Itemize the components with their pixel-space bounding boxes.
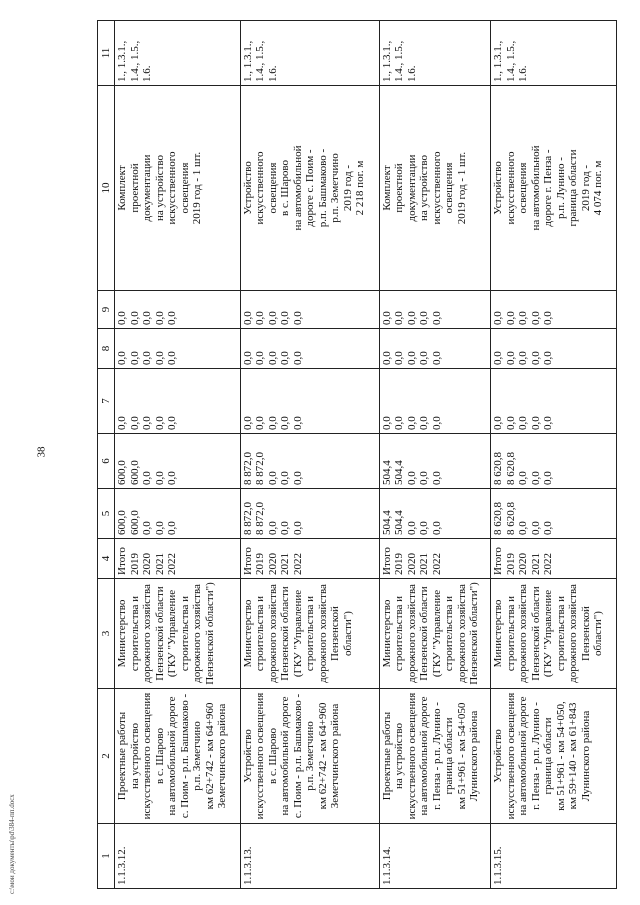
local-budget-line: 0,0 <box>291 351 304 365</box>
executor-line: дорожного хозяйства <box>266 584 279 683</box>
executor-line: (ГКУ "Управление <box>430 589 443 678</box>
measure-name-line: р.п. Земетчино <box>304 721 316 791</box>
total-funding-line: 504,4 <box>393 510 406 535</box>
indicators-line: 1.4., 1.5., <box>393 40 406 82</box>
indicators-line: 1.6. <box>266 65 279 82</box>
result-line: 2019 год - <box>341 164 354 212</box>
measure-name <box>115 689 241 824</box>
other-sources-line: 0,0 <box>241 311 254 325</box>
local-budget-line: 0,0 <box>529 351 542 365</box>
measure-name-line: км 51+961 - км 54+050 <box>455 702 468 810</box>
total-funding-line: 0,0 <box>405 521 418 535</box>
result-line: искусственного <box>430 151 443 225</box>
indicators-line: 1., 1.3.1., <box>492 40 505 82</box>
indicators-line: 1., 1.3.1., <box>380 40 393 82</box>
total-funding-line: 8 620,8 <box>504 502 517 535</box>
federal-budget-line: 0,0 <box>517 416 530 430</box>
other-sources-line: 0,0 <box>166 311 178 325</box>
years <box>115 539 241 579</box>
measure-name-line: с. Поим - р.п. Башмаково - <box>291 693 304 819</box>
federal-budget-line: 0,0 <box>254 416 266 430</box>
result-line: Устройство <box>492 161 505 215</box>
measure-name-line: в с. Шарово <box>266 728 279 784</box>
regional-budget-line: 0,0 <box>542 471 555 485</box>
measure-name-line: км 59+140 - км 61+843 <box>567 702 580 810</box>
measure-name-line: на устройство <box>393 722 406 790</box>
local-budget-line: 0,0 <box>504 351 517 365</box>
measure-name-line: искусственного освещения <box>254 692 266 820</box>
local-budget <box>379 329 491 369</box>
result-line: искусственного <box>254 151 266 225</box>
measure-name <box>491 689 617 824</box>
result-line: проектной <box>128 163 141 213</box>
result-line: 2019 год - 1 шт. <box>191 151 203 225</box>
result-line: дороге г. Пенза - <box>542 149 555 227</box>
federal-budget-line: 0,0 <box>393 416 406 430</box>
result <box>115 86 241 291</box>
result-line: р.п. Башмаково - <box>316 148 329 228</box>
regional-budget <box>379 434 491 489</box>
years-line: 2022 <box>291 553 304 575</box>
measure-name-line: на автомобильной дороге <box>418 696 431 816</box>
years-line: 2021 <box>279 553 291 575</box>
years-line: 2020 <box>141 553 153 575</box>
result-line: Комплект <box>116 165 128 211</box>
indicators <box>240 21 379 86</box>
measure-name-line: искусственного освещения <box>141 692 153 820</box>
executor-line: Пензенской области") <box>203 582 216 685</box>
measure-name-line: г. Пенза - р.п. Лунино - <box>430 702 443 810</box>
regional-budget-line: 504,4 <box>393 460 406 485</box>
result-line: дороге с. Поим - <box>304 149 316 227</box>
regional-budget-line: 8 872,0 <box>241 452 254 485</box>
other-sources-line: 0,0 <box>504 311 517 325</box>
measure-name <box>240 689 379 824</box>
total-funding <box>240 489 379 539</box>
local-budget-line: 0,0 <box>153 351 166 365</box>
federal-budget <box>240 369 379 434</box>
measure-name-line: на автомобильной дороге <box>517 696 530 816</box>
measure-name-line: Земетчинского района <box>329 703 341 809</box>
other-sources-line: 0,0 <box>418 311 431 325</box>
program-table-sheet <box>97 21 617 889</box>
federal-budget-line: 0,0 <box>492 416 505 430</box>
federal-budget <box>491 369 617 434</box>
total-funding-line: 504,4 <box>380 510 393 535</box>
executor-line: дорожного хозяйства <box>141 584 153 683</box>
result-line: 4 074 пог. м <box>592 160 605 216</box>
executor-line: Пензенской <box>579 606 592 661</box>
other-sources-line: 0,0 <box>141 311 153 325</box>
total-funding <box>115 489 241 539</box>
executor-line: строительства и <box>304 595 316 672</box>
local-budget-line: 0,0 <box>141 351 153 365</box>
local-budget-line: 0,0 <box>380 351 393 365</box>
executor-line: Министерство <box>241 599 254 668</box>
local-budget-line: 0,0 <box>542 351 555 365</box>
result-line: проектной <box>393 163 406 213</box>
regional-budget-line: 8 620,8 <box>504 452 517 485</box>
years-line: 2019 <box>128 553 141 575</box>
header-cell-11: 11 <box>98 21 115 86</box>
executor-line: Пензенской области <box>279 586 291 681</box>
other-sources-line: 0,0 <box>517 311 530 325</box>
executor-line: дорожного хозяйства <box>455 584 468 683</box>
table-body <box>115 21 617 889</box>
header-cell-4: 4 <box>98 539 115 579</box>
years <box>240 539 379 579</box>
header-cell-9: 9 <box>98 291 115 329</box>
other-sources-line: 0,0 <box>542 311 555 325</box>
executor-line: Пензенской <box>329 606 341 661</box>
result <box>240 86 379 291</box>
local-budget-line: 0,0 <box>517 351 530 365</box>
other-sources-line: 0,0 <box>430 311 443 325</box>
result-line: освещения <box>517 162 530 214</box>
local-budget-line: 0,0 <box>393 351 406 365</box>
other-sources-line: 0,0 <box>116 311 128 325</box>
result <box>491 86 617 291</box>
indicators-line: 1., 1.3.1., <box>241 40 254 82</box>
federal-budget-line: 0,0 <box>141 416 153 430</box>
measure-name-line: Устройство <box>492 729 505 783</box>
measure-name <box>379 689 491 824</box>
years-line: Итого <box>380 547 393 575</box>
header-cell-8: 8 <box>98 329 115 369</box>
other-sources-line: 0,0 <box>492 311 505 325</box>
total-funding-line: 0,0 <box>430 521 443 535</box>
measure-name-line: граница области <box>542 717 555 795</box>
local-budget-line: 0,0 <box>116 351 128 365</box>
regional-budget-line: 504,4 <box>380 460 393 485</box>
footer-path: c:\мои документы\pd\384-пп.docx <box>8 794 16 894</box>
result-line: на устройство <box>153 154 166 222</box>
measure-name-line: с. Поим - р.п. Башмаково - <box>178 693 191 819</box>
federal-budget-line: 0,0 <box>166 416 178 430</box>
years-line: 2022 <box>166 553 178 575</box>
regional-budget-line: 0,0 <box>266 471 279 485</box>
indicators <box>379 21 491 86</box>
executor-line: области") <box>341 611 354 656</box>
table-row <box>379 21 491 889</box>
measure-name-line: Лунинского района <box>468 710 481 802</box>
total-funding-line: 0,0 <box>418 521 431 535</box>
executor-line: Министерство <box>116 599 128 668</box>
local-budget <box>240 329 379 369</box>
other-sources-line: 0,0 <box>380 311 393 325</box>
federal-budget-line: 0,0 <box>128 416 141 430</box>
local-budget <box>491 329 617 369</box>
measure-name-line: км 62+742 - км 64+960 <box>316 702 329 810</box>
result-line: 2 218 пог. м <box>354 160 366 216</box>
indicators <box>115 21 241 86</box>
local-budget-line: 0,0 <box>405 351 418 365</box>
years-line: 2019 <box>504 553 517 575</box>
indicators-line: 1., 1.3.1., <box>116 40 128 82</box>
result-line: граница области <box>567 149 580 227</box>
regional-budget-line: 0,0 <box>153 471 166 485</box>
years-line: 2020 <box>517 553 530 575</box>
header-cell-1: 1 <box>98 824 115 889</box>
executor-line: (ГКУ "Управление <box>291 589 304 678</box>
other-sources-line: 0,0 <box>393 311 406 325</box>
other-sources-line: 0,0 <box>529 311 542 325</box>
regional-budget-line: 8 872,0 <box>254 452 266 485</box>
years-line: 2022 <box>542 553 555 575</box>
federal-budget <box>379 369 491 434</box>
total-funding-line: 0,0 <box>542 521 555 535</box>
years <box>491 539 617 579</box>
executor-line: дорожного хозяйства <box>405 584 418 683</box>
result-line: на автомобильной <box>291 145 304 231</box>
years-line: 2022 <box>430 553 443 575</box>
years-line: Итого <box>116 547 128 575</box>
executor-line: строительства и <box>504 595 517 672</box>
regional-budget-line: 600,0 <box>128 460 141 485</box>
other-sources-line: 0,0 <box>266 311 279 325</box>
executor-line: строительства и <box>554 595 567 672</box>
row-number: 1.1.3.15. <box>491 824 617 889</box>
executor <box>491 579 617 689</box>
local-budget-line: 0,0 <box>241 351 254 365</box>
executor <box>379 579 491 689</box>
total-funding-line: 0,0 <box>266 521 279 535</box>
result-line: освещения <box>178 162 191 214</box>
result-line: искусственного <box>504 151 517 225</box>
regional-budget-line: 0,0 <box>418 471 431 485</box>
years-line: 2019 <box>393 553 406 575</box>
total-funding-line: 0,0 <box>153 521 166 535</box>
other-sources-line: 0,0 <box>254 311 266 325</box>
measure-name-line: на автомобильной дороге <box>166 696 178 816</box>
years-line: 2020 <box>266 553 279 575</box>
executor-line: дорожного хозяйства <box>517 584 530 683</box>
indicators-line: 1.6. <box>517 65 530 82</box>
local-budget-line: 0,0 <box>430 351 443 365</box>
regional-budget-line: 0,0 <box>430 471 443 485</box>
years-line: 2021 <box>418 553 431 575</box>
executor-line: строительства и <box>443 595 456 672</box>
measure-name-line: км 62+742 - км 64+960 <box>203 702 216 810</box>
executor-line: (ГКУ "Управление <box>166 589 178 678</box>
measure-name-line: Устройство <box>241 729 254 783</box>
regional-budget <box>491 434 617 489</box>
regional-budget-line: 0,0 <box>517 471 530 485</box>
executor-line: строительства и <box>393 595 406 672</box>
years-line: Итого <box>492 547 505 575</box>
result-line: р.п. Лунино - <box>554 157 567 219</box>
total-funding-line: 0,0 <box>279 521 291 535</box>
header-cell-5: 5 <box>98 489 115 539</box>
federal-budget-line: 0,0 <box>418 416 431 430</box>
row-number: 1.1.3.14. <box>379 824 491 889</box>
local-budget <box>115 329 241 369</box>
total-funding-line: 8 872,0 <box>254 502 266 535</box>
other-sources <box>379 291 491 329</box>
row-number: 1.1.3.13. <box>240 824 379 889</box>
total-funding <box>379 489 491 539</box>
result-line: Комплект <box>380 165 393 211</box>
regional-budget <box>240 434 379 489</box>
regional-budget-line: 600,0 <box>116 460 128 485</box>
years-line: Итого <box>241 547 254 575</box>
other-sources <box>115 291 241 329</box>
total-funding-line: 0,0 <box>166 521 178 535</box>
federal-budget-line: 0,0 <box>153 416 166 430</box>
indicators <box>491 21 617 86</box>
page-number: 38 <box>35 446 48 458</box>
result-line: освещения <box>266 162 279 214</box>
other-sources-line: 0,0 <box>405 311 418 325</box>
indicators-line: 1.4., 1.5., <box>504 40 517 82</box>
executor-line: строительства и <box>178 595 191 672</box>
years <box>379 539 491 579</box>
years-line: 2021 <box>153 553 166 575</box>
executor-line: строительства и <box>128 595 141 672</box>
local-budget-line: 0,0 <box>279 351 291 365</box>
federal-budget-line: 0,0 <box>116 416 128 430</box>
indicators-line: 1.6. <box>405 65 418 82</box>
result-line: искусственного <box>166 151 178 225</box>
other-sources-line: 0,0 <box>153 311 166 325</box>
program-table <box>97 20 617 889</box>
table-row <box>240 21 379 889</box>
local-budget-line: 0,0 <box>128 351 141 365</box>
executor-line: области") <box>592 611 605 656</box>
measure-name-line: Земетчинского района <box>216 703 228 809</box>
executor-line: дорожного хозяйства <box>316 584 329 683</box>
executor-line: Пензенской области <box>529 586 542 681</box>
other-sources <box>491 291 617 329</box>
executor <box>240 579 379 689</box>
executor-line: Пензенской области <box>418 586 431 681</box>
measure-name-line: на автомобильной дороге <box>279 696 291 816</box>
other-sources-line: 0,0 <box>291 311 304 325</box>
executor-line: Министерство <box>492 599 505 668</box>
executor-line: (ГКУ "Управление <box>542 589 555 678</box>
result-line: 2019 год - 1 шт. <box>455 151 468 225</box>
executor-line: дорожного хозяйства <box>567 584 580 683</box>
federal-budget-line: 0,0 <box>266 416 279 430</box>
executor <box>115 579 241 689</box>
local-budget-line: 0,0 <box>492 351 505 365</box>
measure-name-line: искусственного освещения <box>504 692 517 820</box>
total-funding-line: 8 872,0 <box>241 502 254 535</box>
result-line: на автомобильной <box>529 145 542 231</box>
header-cell-2: 2 <box>98 689 115 824</box>
executor-line: строительства и <box>254 595 266 672</box>
result-line: документации <box>141 154 153 222</box>
federal-budget-line: 0,0 <box>279 416 291 430</box>
local-budget-line: 0,0 <box>266 351 279 365</box>
result <box>379 86 491 291</box>
header-cell-3: 3 <box>98 579 115 689</box>
row-number: 1.1.3.12. <box>115 824 241 889</box>
local-budget-line: 0,0 <box>418 351 431 365</box>
measure-name-line: км 51+961 - км 54+050, <box>554 701 567 811</box>
measure-name-line: граница области <box>443 717 456 795</box>
total-funding-line: 600,0 <box>116 510 128 535</box>
executor-line: дорожного хозяйства <box>191 584 203 683</box>
measure-name-line: Проектные работы <box>116 711 128 801</box>
federal-budget-line: 0,0 <box>430 416 443 430</box>
total-funding-line: 0,0 <box>517 521 530 535</box>
measure-name-line: искусственного освещения <box>405 692 418 820</box>
measure-name-line: р.п. Земетчино <box>191 721 203 791</box>
years-line: 2019 <box>254 553 266 575</box>
measure-name-line: Лунинского района <box>579 710 592 802</box>
local-budget-line: 0,0 <box>166 351 178 365</box>
federal-budget-line: 0,0 <box>241 416 254 430</box>
regional-budget-line: 0,0 <box>141 471 153 485</box>
header-cell-7: 7 <box>98 369 115 434</box>
total-funding <box>491 489 617 539</box>
table-row <box>491 21 617 889</box>
other-sources-line: 0,0 <box>128 311 141 325</box>
measure-name-line: в с. Шарово <box>153 728 166 784</box>
header-cell-10: 10 <box>98 86 115 291</box>
federal-budget-line: 0,0 <box>542 416 555 430</box>
result-line: документации <box>405 154 418 222</box>
local-budget-line: 0,0 <box>254 351 266 365</box>
other-sources-line: 0,0 <box>279 311 291 325</box>
other-sources <box>240 291 379 329</box>
regional-budget-line: 0,0 <box>529 471 542 485</box>
result-line: освещения <box>443 162 456 214</box>
federal-budget-line: 0,0 <box>291 416 304 430</box>
header-cell-6: 6 <box>98 434 115 489</box>
federal-budget-line: 0,0 <box>405 416 418 430</box>
indicators-line: 1.6. <box>141 65 153 82</box>
measure-name-line: Проектные работы <box>380 711 393 801</box>
table-row <box>115 21 241 889</box>
result-line: 2019 год - <box>579 164 592 212</box>
result-line: в с. Шарово <box>279 160 291 216</box>
regional-budget-line: 0,0 <box>405 471 418 485</box>
federal-budget-line: 0,0 <box>380 416 393 430</box>
years-line: 2020 <box>405 553 418 575</box>
indicators-line: 1.4., 1.5., <box>128 40 141 82</box>
total-funding-line: 0,0 <box>291 521 304 535</box>
result-line: Устройство <box>241 161 254 215</box>
result-line: р.п. Земетчино <box>329 153 341 223</box>
total-funding-line: 600,0 <box>128 510 141 535</box>
executor-line: Министерство <box>380 599 393 668</box>
federal-budget-line: 0,0 <box>529 416 542 430</box>
regional-budget-line: 8 620,8 <box>492 452 505 485</box>
years-line: 2021 <box>529 553 542 575</box>
executor-line: Пензенской области <box>153 586 166 681</box>
regional-budget-line: 0,0 <box>291 471 304 485</box>
measure-name-line: на устройство <box>128 722 141 790</box>
federal-budget <box>115 369 241 434</box>
regional-budget-line: 0,0 <box>166 471 178 485</box>
measure-name-line: г. Пенза - р.п. Лунино - <box>529 702 542 810</box>
result-line: на устройство <box>418 154 431 222</box>
regional-budget-line: 0,0 <box>279 471 291 485</box>
regional-budget <box>115 434 241 489</box>
header-row <box>98 21 115 889</box>
federal-budget-line: 0,0 <box>504 416 517 430</box>
indicators-line: 1.4., 1.5., <box>254 40 266 82</box>
total-funding-line: 0,0 <box>141 521 153 535</box>
total-funding-line: 0,0 <box>529 521 542 535</box>
total-funding-line: 8 620,8 <box>492 502 505 535</box>
executor-line: Пензенской области") <box>468 582 481 685</box>
